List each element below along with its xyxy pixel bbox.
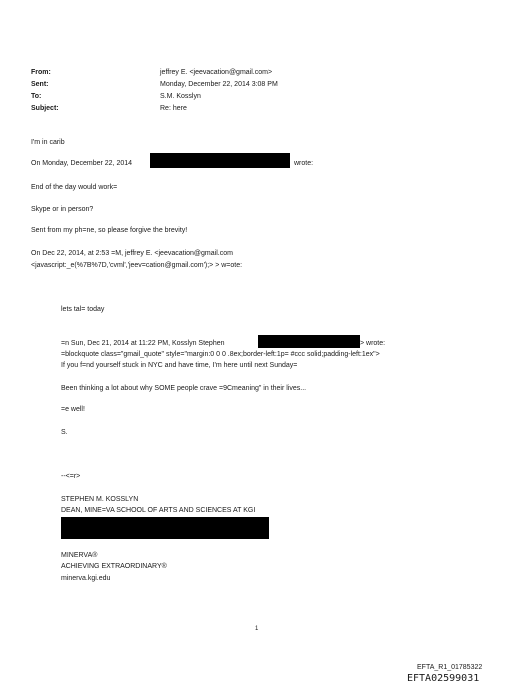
body-line-9a: =n Sun, Dec 21, 2014 at 11:22 PM, Kosslyn Stephen bbox=[61, 340, 225, 347]
body-line-10: =blockquote class="gmail_quote" style="margin:0 0 0 .8ex;border-left:1p= #ccc solid;padding-left:1ex"> bbox=[61, 351, 380, 358]
signature-tagline: ACHIEVING EXTRAORDINARY® bbox=[61, 563, 167, 570]
body-line-15: --<=r> bbox=[61, 473, 81, 480]
body-line-11: If you f=nd yourself stuck in NYC and have time, I'm here until next Sunday= bbox=[61, 362, 298, 369]
redaction-block-3 bbox=[61, 517, 269, 539]
body-line-2b: wrote: bbox=[294, 160, 314, 167]
signature-title: DEAN, MINE=VA SCHOOL OF ARTS AND SCIENCES AT KGI bbox=[61, 507, 256, 514]
subject-label: Subject: bbox=[31, 105, 59, 112]
signature-website: minerva.kgi.edu bbox=[61, 575, 111, 582]
page-number: 1 bbox=[255, 626, 259, 632]
from-value: jeffrey E. <jeevacation@gmail.com> bbox=[160, 69, 273, 76]
subject-value: Re: here bbox=[160, 105, 187, 112]
redaction-block-1 bbox=[150, 153, 290, 168]
to-value: S.M. Kosslyn bbox=[160, 93, 201, 100]
signature-org: MINERVA® bbox=[61, 552, 98, 559]
bates-number-1: EFTA_R1_01785322 bbox=[417, 664, 483, 671]
sent-label: Sent: bbox=[31, 81, 49, 88]
body-line-3: End of the day would work= bbox=[31, 184, 118, 191]
sent-value: Monday, December 22, 2014 3:08 PM bbox=[160, 81, 278, 88]
redaction-block-2 bbox=[258, 335, 360, 348]
body-line-9b: > wrote: bbox=[360, 340, 386, 347]
to-label: To: bbox=[31, 93, 42, 100]
body-line-6: On Dec 22, 2014, at 2:53 =M, jeffrey E. <jeevacation@gmail.com bbox=[31, 250, 233, 257]
body-line-14: S. bbox=[61, 429, 68, 436]
signature-name: STEPHEN M. KOSSLYN bbox=[61, 496, 139, 503]
body-line-4: Skype or in person? bbox=[31, 206, 94, 213]
body-line-2a: On Monday, December 22, 2014 bbox=[31, 160, 133, 167]
body-line-1: I'm in carib bbox=[31, 139, 65, 146]
body-line-7: <javascript:_e(%7B%7D,'cvml','jeev=cation@gmail.com');> > w=ote: bbox=[31, 262, 243, 269]
body-line-12: Been thinking a lot about why SOME people crave =9Cmeaning" in their lives... bbox=[61, 385, 307, 392]
body-line-13: =e well! bbox=[61, 406, 85, 413]
from-label: From: bbox=[31, 69, 51, 76]
body-line-8: lets tal= today bbox=[61, 306, 105, 313]
bates-number-2: EFTA02599031 bbox=[407, 673, 480, 684]
body-line-5: Sent from my ph=ne, so please forgive the brevity! bbox=[31, 227, 188, 234]
